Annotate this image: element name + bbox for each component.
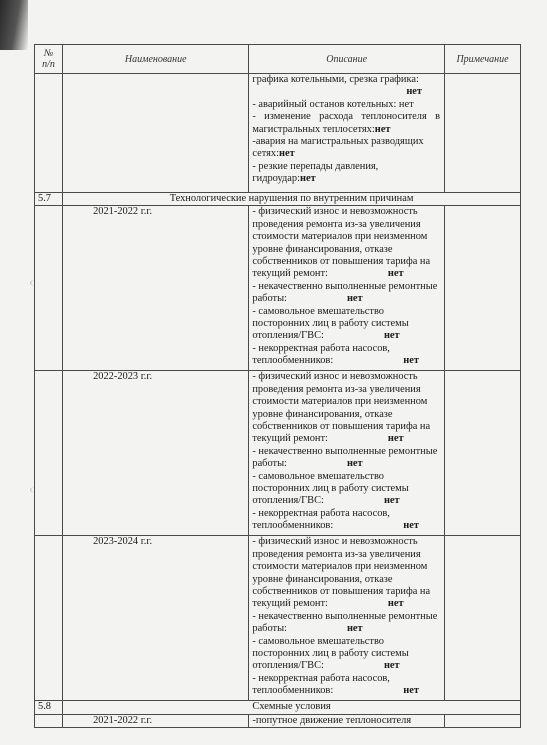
section-row — [35, 701, 521, 714]
period-label: 2021-2022 г.г. — [63, 206, 249, 371]
period-label: 2023-2024 г.г. — [63, 536, 249, 701]
header-name: Наименование — [63, 45, 249, 74]
period-row — [35, 536, 521, 701]
conditions-table — [34, 44, 521, 728]
section-title: Схемные условия — [63, 701, 521, 714]
period-label: 2021-2022 г.г. — [63, 714, 249, 727]
period-row — [35, 714, 521, 727]
header-num: № п/п — [35, 45, 63, 74]
description-cell: - физический износ и невозможность проведения ремонта из-за увеличения стоимости материалов при неизменном уровне финансирования, отказе собственников от повышения тарифа на текущий ремонт: нет - некачественно выполненные ремонтные работы: нет - самовольное вмешательство посторонних лиц в работу системы отопления/ГВС: нет - некорректная работа насосов, теплообменников: нет — [249, 536, 445, 701]
table-row — [35, 74, 521, 193]
header-note: Примечание — [445, 45, 521, 74]
section-row — [35, 193, 521, 206]
description-cell: графика котельными, срезка графика: нет - аварийный останов котельных: нет - изменение расхода теплоносителя в магистральных теплосетях:нет -авария на магистральных разводящих сетях:нет - резкие перепады давления, гидроудар:нет — [249, 74, 445, 193]
table-header-row — [35, 45, 521, 74]
description-cell: - физический износ и невозможность проведения ремонта из-за увеличения стоимости материалов при неизменном уровне финансирования, отказе собственников от повышения тарифа на текущий ремонт: нет - некачественно выполненные ремонтные работы: нет - самовольное вмешательство посторонних лиц в работу системы отопления/ГВС: нет - некорректная работа насосов, теплообменников: нет — [249, 206, 445, 371]
description-cell: - физический износ и невозможность проведения ремонта из-за увеличения стоимости материалов при неизменном уровне финансирования, отказе собственников от повышения тарифа на текущий ремонт: нет - некачественно выполненные ремонтные работы: нет - самовольное вмешательство посторонних лиц в работу системы отопления/ГВС: нет - некорректная работа насосов, теплообменников: нет — [249, 371, 445, 536]
section-title: Технологические нарушения по внутренним причинам — [63, 193, 521, 206]
description-cell: -попутное движение теплоносителя — [249, 714, 445, 727]
header-description: Описание — [249, 45, 445, 74]
period-row — [35, 206, 521, 371]
section-number: 5.8 — [35, 701, 63, 714]
section-number: 5.7 — [35, 193, 63, 206]
period-label: 2022-2023 г.г. — [63, 371, 249, 536]
scan-shadow — [0, 0, 28, 50]
period-row — [35, 371, 521, 536]
